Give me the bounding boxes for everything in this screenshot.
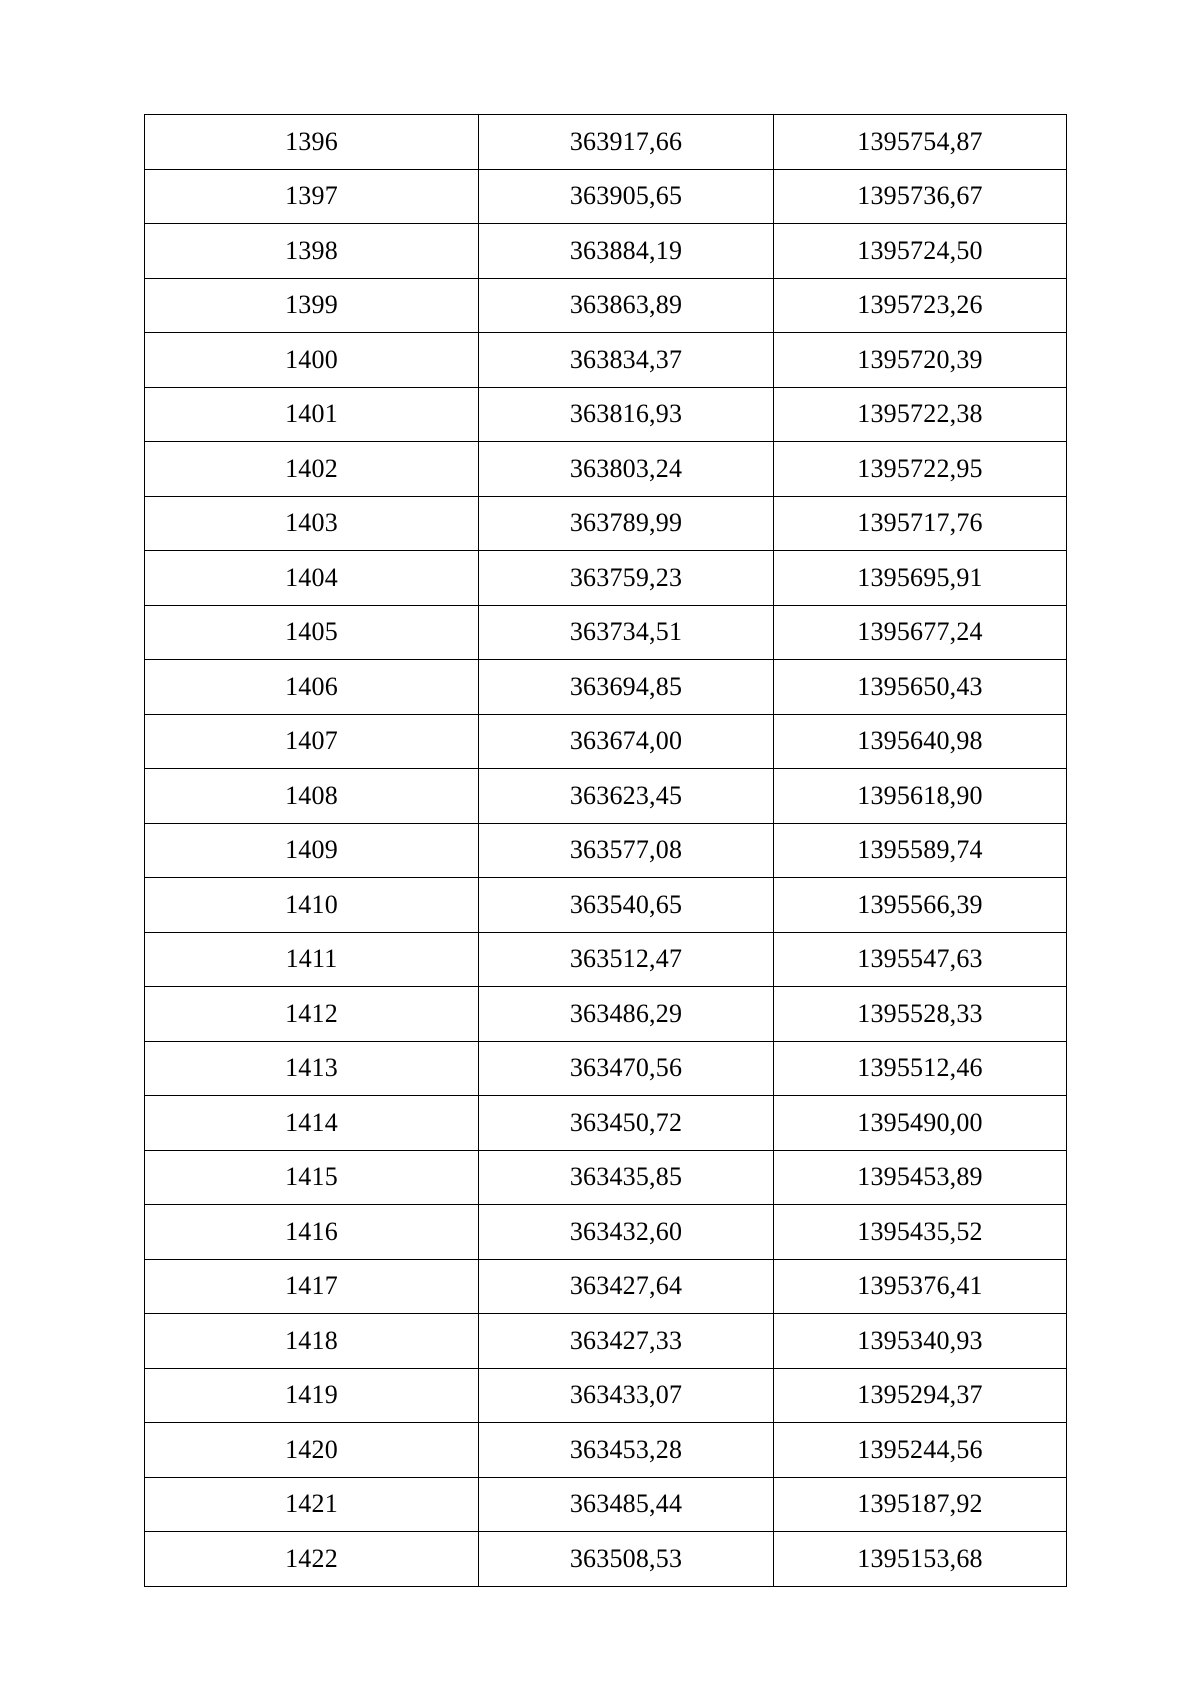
x-coordinate-cell: 363433,07 bbox=[479, 1368, 774, 1423]
y-coordinate-cell: 1395566,39 bbox=[774, 878, 1067, 933]
point-number-cell: 1417 bbox=[145, 1259, 479, 1314]
point-number-cell: 1416 bbox=[145, 1205, 479, 1260]
point-number-cell: 1396 bbox=[145, 115, 479, 170]
y-coordinate-cell: 1395294,37 bbox=[774, 1368, 1067, 1423]
y-coordinate-cell: 1395244,56 bbox=[774, 1423, 1067, 1478]
point-number-cell: 1422 bbox=[145, 1532, 479, 1587]
y-coordinate-cell: 1395435,52 bbox=[774, 1205, 1067, 1260]
point-number-cell: 1412 bbox=[145, 987, 479, 1042]
x-coordinate-cell: 363734,51 bbox=[479, 605, 774, 660]
point-number-cell: 1400 bbox=[145, 333, 479, 388]
y-coordinate-cell: 1395720,39 bbox=[774, 333, 1067, 388]
table-row bbox=[145, 1259, 1067, 1314]
x-coordinate-cell: 363577,08 bbox=[479, 823, 774, 878]
x-coordinate-cell: 363816,93 bbox=[479, 387, 774, 442]
table-row bbox=[145, 115, 1067, 170]
y-coordinate-cell: 1395490,00 bbox=[774, 1096, 1067, 1151]
table-row bbox=[145, 823, 1067, 878]
point-number-cell: 1410 bbox=[145, 878, 479, 933]
x-coordinate-cell: 363512,47 bbox=[479, 932, 774, 987]
x-coordinate-cell: 363759,23 bbox=[479, 551, 774, 606]
y-coordinate-cell: 1395717,76 bbox=[774, 496, 1067, 551]
table-row bbox=[145, 1477, 1067, 1532]
x-coordinate-cell: 363453,28 bbox=[479, 1423, 774, 1478]
point-number-cell: 1403 bbox=[145, 496, 479, 551]
coordinates-table bbox=[144, 114, 1067, 1587]
y-coordinate-cell: 1395695,91 bbox=[774, 551, 1067, 606]
table-row bbox=[145, 605, 1067, 660]
x-coordinate-cell: 363803,24 bbox=[479, 442, 774, 497]
x-coordinate-cell: 363435,85 bbox=[479, 1150, 774, 1205]
table-row bbox=[145, 1041, 1067, 1096]
y-coordinate-cell: 1395640,98 bbox=[774, 714, 1067, 769]
y-coordinate-cell: 1395547,63 bbox=[774, 932, 1067, 987]
y-coordinate-cell: 1395736,67 bbox=[774, 169, 1067, 224]
y-coordinate-cell: 1395187,92 bbox=[774, 1477, 1067, 1532]
x-coordinate-cell: 363884,19 bbox=[479, 224, 774, 279]
point-number-cell: 1415 bbox=[145, 1150, 479, 1205]
table-row bbox=[145, 278, 1067, 333]
point-number-cell: 1413 bbox=[145, 1041, 479, 1096]
x-coordinate-cell: 363834,37 bbox=[479, 333, 774, 388]
y-coordinate-cell: 1395512,46 bbox=[774, 1041, 1067, 1096]
point-number-cell: 1398 bbox=[145, 224, 479, 279]
x-coordinate-cell: 363905,65 bbox=[479, 169, 774, 224]
x-coordinate-cell: 363863,89 bbox=[479, 278, 774, 333]
coordinates-table-body bbox=[145, 115, 1067, 1587]
point-number-cell: 1402 bbox=[145, 442, 479, 497]
y-coordinate-cell: 1395618,90 bbox=[774, 769, 1067, 824]
x-coordinate-cell: 363674,00 bbox=[479, 714, 774, 769]
x-coordinate-cell: 363450,72 bbox=[479, 1096, 774, 1151]
point-number-cell: 1414 bbox=[145, 1096, 479, 1151]
table-row bbox=[145, 878, 1067, 933]
table-row bbox=[145, 1368, 1067, 1423]
point-number-cell: 1406 bbox=[145, 660, 479, 715]
y-coordinate-cell: 1395754,87 bbox=[774, 115, 1067, 170]
point-number-cell: 1420 bbox=[145, 1423, 479, 1478]
x-coordinate-cell: 363623,45 bbox=[479, 769, 774, 824]
table-row bbox=[145, 1205, 1067, 1260]
y-coordinate-cell: 1395650,43 bbox=[774, 660, 1067, 715]
table-row bbox=[145, 551, 1067, 606]
x-coordinate-cell: 363789,99 bbox=[479, 496, 774, 551]
point-number-cell: 1408 bbox=[145, 769, 479, 824]
y-coordinate-cell: 1395677,24 bbox=[774, 605, 1067, 660]
table-row bbox=[145, 987, 1067, 1042]
table-row bbox=[145, 1532, 1067, 1587]
table-row bbox=[145, 169, 1067, 224]
y-coordinate-cell: 1395722,38 bbox=[774, 387, 1067, 442]
y-coordinate-cell: 1395528,33 bbox=[774, 987, 1067, 1042]
point-number-cell: 1401 bbox=[145, 387, 479, 442]
table-row bbox=[145, 714, 1067, 769]
y-coordinate-cell: 1395589,74 bbox=[774, 823, 1067, 878]
point-number-cell: 1418 bbox=[145, 1314, 479, 1369]
x-coordinate-cell: 363485,44 bbox=[479, 1477, 774, 1532]
table-row bbox=[145, 1150, 1067, 1205]
point-number-cell: 1404 bbox=[145, 551, 479, 606]
x-coordinate-cell: 363694,85 bbox=[479, 660, 774, 715]
point-number-cell: 1397 bbox=[145, 169, 479, 224]
x-coordinate-cell: 363432,60 bbox=[479, 1205, 774, 1260]
point-number-cell: 1405 bbox=[145, 605, 479, 660]
y-coordinate-cell: 1395153,68 bbox=[774, 1532, 1067, 1587]
table-row bbox=[145, 932, 1067, 987]
point-number-cell: 1419 bbox=[145, 1368, 479, 1423]
table-row bbox=[145, 442, 1067, 497]
x-coordinate-cell: 363486,29 bbox=[479, 987, 774, 1042]
table-row bbox=[145, 387, 1067, 442]
y-coordinate-cell: 1395340,93 bbox=[774, 1314, 1067, 1369]
x-coordinate-cell: 363427,33 bbox=[479, 1314, 774, 1369]
x-coordinate-cell: 363540,65 bbox=[479, 878, 774, 933]
point-number-cell: 1399 bbox=[145, 278, 479, 333]
x-coordinate-cell: 363427,64 bbox=[479, 1259, 774, 1314]
table-row bbox=[145, 769, 1067, 824]
y-coordinate-cell: 1395722,95 bbox=[774, 442, 1067, 497]
table-row bbox=[145, 496, 1067, 551]
x-coordinate-cell: 363470,56 bbox=[479, 1041, 774, 1096]
table-row bbox=[145, 1096, 1067, 1151]
y-coordinate-cell: 1395723,26 bbox=[774, 278, 1067, 333]
x-coordinate-cell: 363508,53 bbox=[479, 1532, 774, 1587]
y-coordinate-cell: 1395453,89 bbox=[774, 1150, 1067, 1205]
point-number-cell: 1421 bbox=[145, 1477, 479, 1532]
table-row bbox=[145, 333, 1067, 388]
y-coordinate-cell: 1395724,50 bbox=[774, 224, 1067, 279]
point-number-cell: 1409 bbox=[145, 823, 479, 878]
table-row bbox=[145, 224, 1067, 279]
table-row bbox=[145, 660, 1067, 715]
table-row bbox=[145, 1423, 1067, 1478]
table-row bbox=[145, 1314, 1067, 1369]
x-coordinate-cell: 363917,66 bbox=[479, 115, 774, 170]
point-number-cell: 1411 bbox=[145, 932, 479, 987]
point-number-cell: 1407 bbox=[145, 714, 479, 769]
y-coordinate-cell: 1395376,41 bbox=[774, 1259, 1067, 1314]
